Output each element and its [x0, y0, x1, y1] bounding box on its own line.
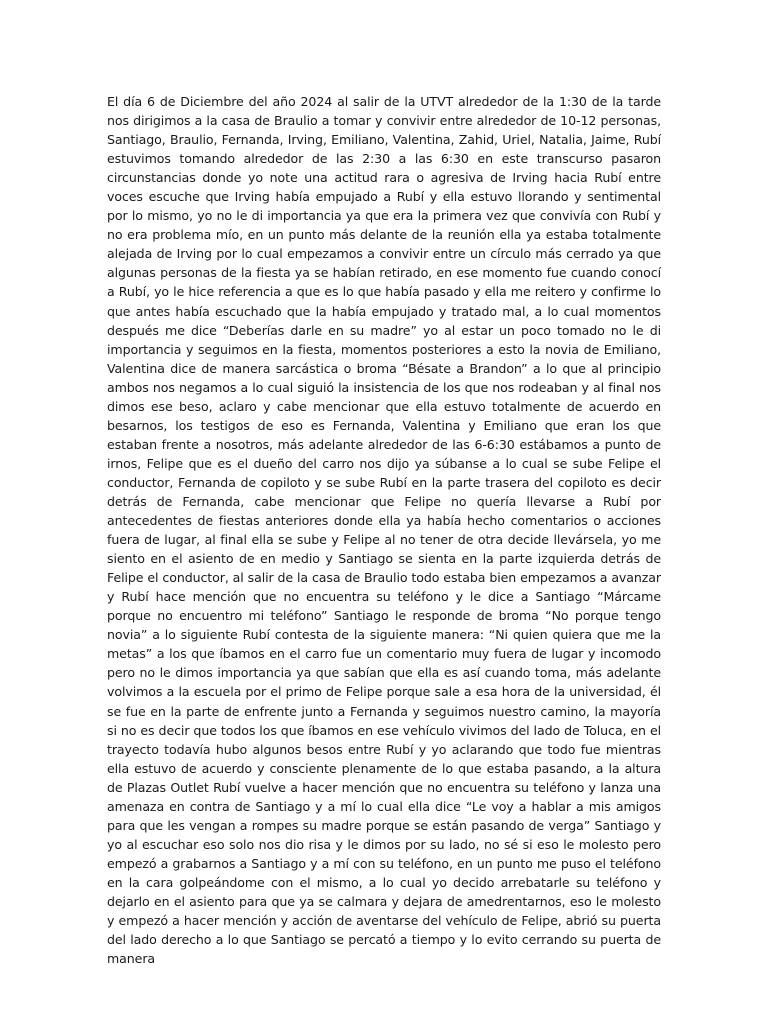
body-paragraph: El día 6 de Diciembre del año 2024 al salir de la UTVT alrededor de la 1:30 de la tarde nos dirigimos a la casa de Braulio a tomar y convivir entre alrededor de 10-12 personas, Santiago, Braulio, Fernanda, Irving, Emiliano, Valentina, Zahid, Uriel, Natalia, Jaime, Rubí estuvimos tomando alrededor de las 2:30 a las 6:30 en este transcurso pasaron circunstancias donde yo note una actitud rara o agresiva de Irving hacia Rubí entre voces escuche que Irving había empujado a Rubí y ella estuvo llorando y sentimental por lo mismo, yo no le di importancia ya que era la primera vez que convivía con Rubí y no era problema mío, en un punto más delante de la reunión ella ya estaba totalmente alejada de Irving por lo cual empezamos a convivir entre un círculo más cerrado ya que algunas personas de la fiesta ya se habían retirado, en ese momento fue cuando conocí a Rubí, yo le hice referencia a que es lo que había pasado y ella me reitero y confirme lo que antes había escuchado que la había empujado y tratado mal, a lo cual momentos después me dice “Deberías darle en su madre” yo al estar un poco tomado no le di importancia y seguimos en la fiesta, momentos posteriores a esto la novia de Emiliano, Valentina dice de manera sarcástica o broma “Bésate a Brandon” a lo que al principio ambos nos negamos a lo cual siguió la insistencia de los que nos rodeaban y al final nos dimos ese beso, aclaro y cabe mencionar que ella estuvo totalmente de acuerdo en besarnos, los testigos de eso es Fernanda, Valentina y Emiliano que eran los que estaban frente a nosotros, más adelante alrededor de las 6-6:30 estábamos a punto de irnos, Felipe que es el dueño del carro nos dijo ya súbanse a lo cual se sube Felipe el conductor, Fernanda de copiloto y se sube Rubí en la parte trasera del copiloto es decir detrás de Fernanda, cabe mencionar que Felipe no quería llevarse a Rubí por antecedentes de fiestas anteriores donde ella ya había hecho comentarios o acciones fuera de lugar, al final ella se sube y Felipe al no tener de otra decide llevársela, yo me siento en el asiento de en medio y Santiago se sienta en la parte izquierda detrás de Felipe el conductor, al salir de la casa de Braulio todo estaba bien empezamos a avanzar y Rubí hace mención que no encuentra su teléfono y le dice a Santiago “Márcame porque no encuentro mi teléfono” Santiago le responde de broma “No porque tengo novia” a lo siguiente Rubí contesta de la siguiente manera: “Ni quien quiera que me la metas” a los que íbamos en el carro fue un comentario muy fuera de lugar y incomodo pero no le dimos importancia ya que sabían que ella es así cuando toma, más adelante volvimos a la escuela por el primo de Felipe porque sale a esa hora de la universidad, él se fue en la parte de enfrente junto a Fernanda y seguimos nuestro camino, la mayoría si no es decir que todos los que íbamos en ese vehículo vivimos del lado de Toluca, en el trayecto todavía hubo algunos besos entre Rubí y yo aclarando que todo fue mientras ella estuvo de acuerdo y consciente plenamente de lo que estaba pasando, a la altura de Plazas Outlet Rubí vuelve a hacer mención que no encuentra su teléfono y lanza una amenaza en contra de Santiago y a mí lo cual ella dice “Le voy a hablar a mis amigos para que les vengan a rompes su madre porque se están pasando de verga” Santiago y yo al escuchar eso solo nos dio risa y le dimos por su lado, no sé si eso le molesto pero empezó a grabarnos a Santiago y a mí con su teléfono, en un punto me puso el teléfono en la cara golpeándome con el mismo, a lo cual yo decido arrebatarle su teléfono y dejarlo en el asiento para que ya se calmara y dejara de amedrentarnos, eso le molesto y empezó a hacer mención y acción de aventarse del vehículo de Felipe, abrió su puerta del lado derecho a lo que Santiago se percató a tiempo y lo evito cerrando su puerta de manera [107, 94, 661, 967]
